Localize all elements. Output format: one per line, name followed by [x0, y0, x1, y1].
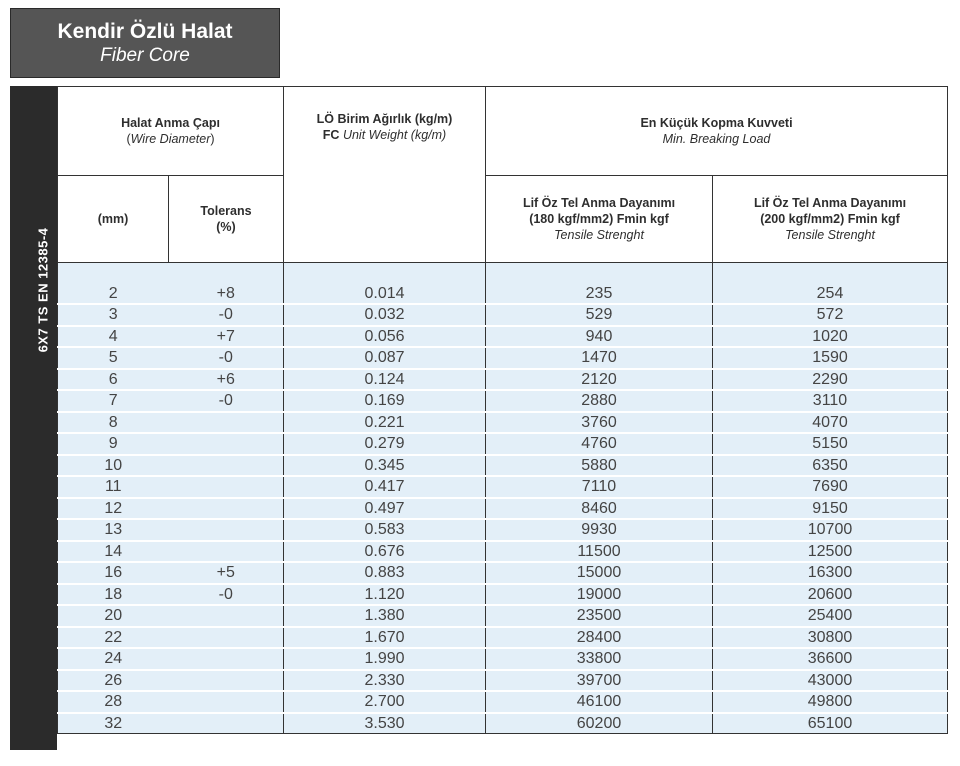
table-row [58, 347, 948, 369]
cell-weight: 0.124 [284, 369, 486, 391]
cell-diameter: 8 [58, 412, 169, 434]
cell-diameter: 2 [58, 263, 169, 305]
cell-diameter: 20 [58, 605, 169, 627]
cell-tolerance [169, 713, 284, 734]
cell-tolerance: -0 [169, 584, 284, 606]
cell-tolerance: -0 [169, 304, 284, 326]
cell-weight: 1.380 [284, 605, 486, 627]
cell-force-200: 254 [713, 263, 948, 305]
header-tensile-200 [713, 176, 948, 263]
table-row [58, 627, 948, 649]
cell-diameter: 28 [58, 691, 169, 713]
cell-force-180: 39700 [486, 670, 713, 692]
standard-label: 6X7 TS EN 12385-4 [35, 227, 51, 353]
cell-weight: 0.169 [284, 390, 486, 412]
cell-force-180: 1470 [486, 347, 713, 369]
cell-force-180: 7110 [486, 476, 713, 498]
table-row [58, 713, 948, 734]
cell-force-180: 5880 [486, 455, 713, 477]
cell-diameter: 22 [58, 627, 169, 649]
cell-weight: 0.583 [284, 519, 486, 541]
cell-tolerance [169, 519, 284, 541]
cell-force-180: 23500 [486, 605, 713, 627]
cell-diameter: 12 [58, 498, 169, 520]
cell-diameter: 13 [58, 519, 169, 541]
cell-force-180: 940 [486, 326, 713, 348]
table-row [58, 584, 948, 606]
cell-force-200: 20600 [713, 584, 948, 606]
cell-diameter: 11 [58, 476, 169, 498]
cell-tolerance [169, 433, 284, 455]
cell-tolerance [169, 648, 284, 670]
cell-diameter: 5 [58, 347, 169, 369]
cell-force-200: 1590 [713, 347, 948, 369]
header-breaking [486, 87, 948, 176]
cell-force-180: 235 [486, 263, 713, 305]
cell-force-180: 33800 [486, 648, 713, 670]
cell-force-180: 19000 [486, 584, 713, 606]
cell-force-180: 11500 [486, 541, 713, 563]
header-weight-en: Unit Weight (kg/m) [342, 128, 447, 142]
table-body [58, 263, 948, 734]
table-row [58, 605, 948, 627]
header-t180-line2: (180 kgf/mm2) Fmin kgf [529, 212, 669, 226]
cell-force-200: 2290 [713, 369, 948, 391]
cell-diameter: 3 [58, 304, 169, 326]
header-diameter [58, 87, 284, 176]
cell-force-200: 36600 [713, 648, 948, 670]
header-weight [284, 87, 486, 263]
cell-weight: 0.087 [284, 347, 486, 369]
cell-force-180: 3760 [486, 412, 713, 434]
cell-force-200: 25400 [713, 605, 948, 627]
header-t200-line1: Lif Öz Tel Anma Dayanımı [753, 196, 907, 210]
table-row [58, 304, 948, 326]
cell-force-200: 3110 [713, 390, 948, 412]
table-row [58, 433, 948, 455]
cell-tolerance [169, 691, 284, 713]
cell-weight: 0.032 [284, 304, 486, 326]
table-row [58, 455, 948, 477]
cell-tolerance [169, 541, 284, 563]
cell-force-200: 572 [713, 304, 948, 326]
cell-weight: 0.345 [284, 455, 486, 477]
cell-diameter: 4 [58, 326, 169, 348]
header-diameter-en: Wire Diameter [130, 132, 211, 146]
cell-diameter: 10 [58, 455, 169, 477]
cell-force-200: 1020 [713, 326, 948, 348]
cell-force-200: 6350 [713, 455, 948, 477]
cell-force-200: 7690 [713, 476, 948, 498]
cell-force-180: 529 [486, 304, 713, 326]
cell-diameter: 32 [58, 713, 169, 734]
header-t200-line2: (200 kgf/mm2) Fmin kgf [760, 212, 900, 226]
cell-force-200: 65100 [713, 713, 948, 734]
cell-weight: 0.497 [284, 498, 486, 520]
header-weight-tr: LÖ Birim Ağırlık (kg/m) [316, 112, 453, 126]
header-tol-line1: Tolerans [200, 204, 252, 218]
cell-tolerance [169, 498, 284, 520]
cell-force-200: 5150 [713, 433, 948, 455]
side-band [10, 86, 57, 750]
cell-force-200: 49800 [713, 691, 948, 713]
table-row [58, 476, 948, 498]
cell-weight: 0.221 [284, 412, 486, 434]
header-breaking-en: Min. Breaking Load [662, 132, 771, 146]
table-row [58, 412, 948, 434]
cell-force-200: 10700 [713, 519, 948, 541]
spec-table [57, 86, 948, 734]
header-breaking-tr: En Küçük Kopma Kuvveti [640, 116, 793, 130]
header-weight-fc: FC [322, 128, 340, 142]
cell-diameter: 26 [58, 670, 169, 692]
cell-force-180: 46100 [486, 691, 713, 713]
cell-tolerance: +8 [169, 263, 284, 305]
header-t180-en: Tensile Strenght [554, 228, 644, 242]
cell-tolerance [169, 412, 284, 434]
cell-tolerance [169, 455, 284, 477]
cell-force-180: 2880 [486, 390, 713, 412]
table-row [58, 263, 948, 305]
cell-force-180: 2120 [486, 369, 713, 391]
table-row [58, 648, 948, 670]
cell-force-180: 60200 [486, 713, 713, 734]
header-mm [58, 176, 169, 263]
cell-force-200: 4070 [713, 412, 948, 434]
table-row [58, 691, 948, 713]
cell-weight: 0.883 [284, 562, 486, 584]
cell-tolerance [169, 605, 284, 627]
cell-force-180: 28400 [486, 627, 713, 649]
cell-force-200: 16300 [713, 562, 948, 584]
cell-tolerance: +7 [169, 326, 284, 348]
cell-weight: 3.530 [284, 713, 486, 734]
cell-force-200: 9150 [713, 498, 948, 520]
title-sub: Fiber Core [100, 44, 190, 66]
cell-diameter: 24 [58, 648, 169, 670]
title-main: Kendir Özlü Halat [57, 19, 233, 43]
cell-weight: 1.990 [284, 648, 486, 670]
cell-tolerance [169, 476, 284, 498]
cell-force-180: 15000 [486, 562, 713, 584]
header-tol-line2: (%) [216, 220, 236, 234]
cell-force-200: 30800 [713, 627, 948, 649]
cell-weight: 0.279 [284, 433, 486, 455]
header-tolerance [169, 176, 284, 263]
header-t180-line1: Lif Öz Tel Anma Dayanımı [522, 196, 676, 210]
table-row [58, 519, 948, 541]
cell-force-180: 8460 [486, 498, 713, 520]
header-diameter-tr: Halat Anma Çapı [121, 116, 220, 130]
cell-diameter: 16 [58, 562, 169, 584]
cell-weight: 0.056 [284, 326, 486, 348]
cell-weight: 2.700 [284, 691, 486, 713]
cell-force-180: 9930 [486, 519, 713, 541]
cell-diameter: 18 [58, 584, 169, 606]
header-weight-en-wrap [323, 128, 446, 142]
table-row [58, 562, 948, 584]
cell-tolerance: -0 [169, 347, 284, 369]
cell-weight: 1.120 [284, 584, 486, 606]
cell-diameter: 6 [58, 369, 169, 391]
cell-force-180: 4760 [486, 433, 713, 455]
cell-tolerance [169, 627, 284, 649]
header-diameter-en-wrap: (Wire Diameter) [126, 132, 215, 146]
table-row [58, 369, 948, 391]
cell-diameter: 14 [58, 541, 169, 563]
cell-tolerance [169, 670, 284, 692]
table-row [58, 326, 948, 348]
header-tensile-180 [486, 176, 713, 263]
cell-tolerance: +6 [169, 369, 284, 391]
header-t200-en: Tensile Strenght [785, 228, 875, 242]
table-row [58, 670, 948, 692]
table-row [58, 498, 948, 520]
cell-weight: 0.417 [284, 476, 486, 498]
cell-weight: 0.014 [284, 263, 486, 305]
cell-diameter: 9 [58, 433, 169, 455]
cell-weight: 0.676 [284, 541, 486, 563]
cell-diameter: 7 [58, 390, 169, 412]
cell-tolerance: +5 [169, 562, 284, 584]
cell-force-200: 43000 [713, 670, 948, 692]
cell-weight: 1.670 [284, 627, 486, 649]
title-box [10, 8, 280, 78]
cell-weight: 2.330 [284, 670, 486, 692]
header-mm-label: (mm) [97, 212, 129, 226]
table-row [58, 541, 948, 563]
cell-force-200: 12500 [713, 541, 948, 563]
cell-tolerance: -0 [169, 390, 284, 412]
table-row [58, 390, 948, 412]
